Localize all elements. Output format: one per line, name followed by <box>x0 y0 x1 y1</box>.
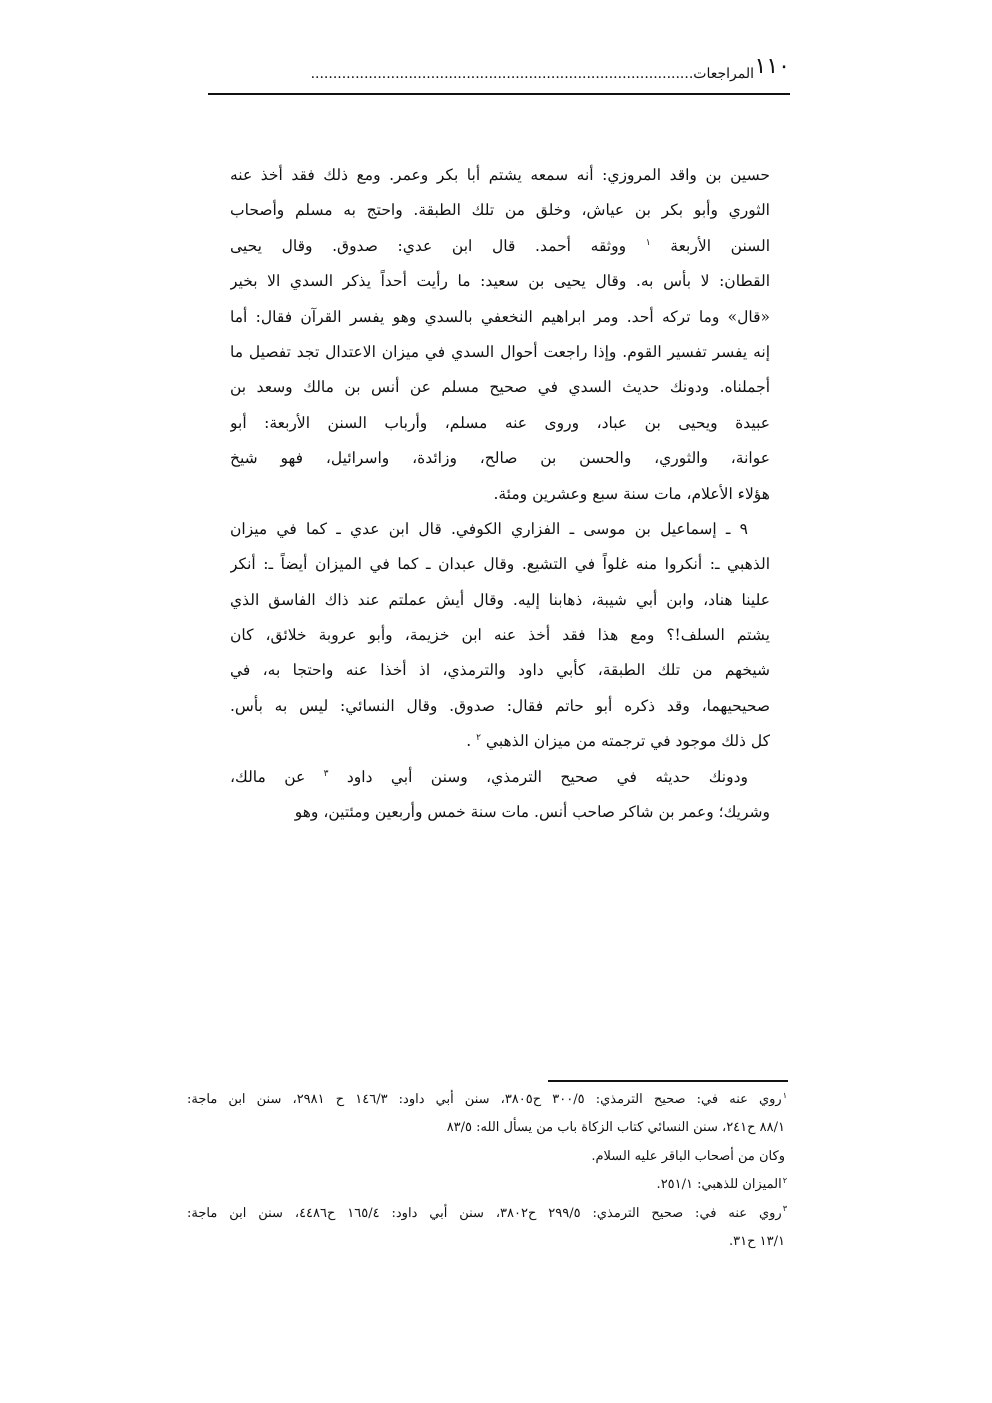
body-line-part: ووثقه أحمد. قال ابن عدي: صدوق. وقال يحيى <box>230 236 627 255</box>
body-line-part: كل ذلك موجود في ترجمته من ميزان الذهبي <box>485 732 770 751</box>
body-line <box>230 760 770 795</box>
body-line-part: عن مالك، <box>230 767 306 786</box>
body-line: وشريك؛ وعمر بن شاكر صاحب أنس. مات سنة خمس وأربعين ومئتين، وهو <box>294 803 770 822</box>
footnote-text: روي عنه في: صحيح الترمذي: ٢٩٩/٥ ح٣٨٠٢، سنن أبي داود: ١٦٥/٤ ح٤٤٨٦، سنن ابن ماجة: <box>187 1205 782 1221</box>
body-line: أجملناه. ودونك حديث السدي في صحيح مسلم عن أنس بن مالك وسعد بن <box>230 378 770 397</box>
footnote-2 <box>187 1171 787 1199</box>
body-line-part: . <box>466 732 472 751</box>
page-header <box>208 54 790 94</box>
body-line: عوانة، والثوري، والحسن بن صالح، وزائدة، واسرائيل، فهو شيخ <box>230 449 770 468</box>
body-line: هؤلاء الأعلام، مات سنة سبع وعشرين ومئة. <box>493 484 770 503</box>
body-line: الذهبي ـ: أنكروا منه غلواً في التشيع. وقال عبدان ـ كما في الميزان أيضاً ـ: أنكر <box>230 555 770 574</box>
body-line: شيخهم من تلك الطبقة، كأبي داود والترمذي، اذ أخذا عنه واحتجا به، في <box>230 661 770 680</box>
footnote-separator <box>548 1080 788 1082</box>
page-number: ١١٠ <box>754 54 790 79</box>
footnote-ref-2: ٢ <box>476 733 481 744</box>
body-line-part: السنن الأربعة <box>670 236 770 255</box>
footnote-number: ٣ <box>782 1204 787 1214</box>
body-text <box>230 158 770 830</box>
footnote-number: ٢ <box>782 1175 787 1185</box>
footnote-3-continued: ١٣/١ ح٣١. <box>729 1233 785 1249</box>
body-line: حسين بن واقد المروزي: أنه سمعه يشتم أبا بكر وعمر. ومع ذلك فقد أخذ عنه <box>230 166 770 184</box>
footnotes <box>187 1086 787 1256</box>
footnote-ref-3: ٣ <box>323 768 329 779</box>
footnote-1-continued: ٨٨/١ ح٢٤١، سنن النسائي كتاب الزكاة باب من يسأل الله: ٨٣/٥ <box>446 1120 785 1136</box>
footnote-number: ١ <box>782 1090 787 1100</box>
body-line: إنه يفسر تفسير القوم. وإذا راجعت أحوال السدي في ميزان الاعتدال تجد تفصيل ما <box>230 342 770 361</box>
footnote-3 <box>187 1200 787 1228</box>
body-line: صحيحيهما، وقد ذكره أبو حاتم فقال: صدوق. وقال النسائي: ليس به بأس. <box>230 696 770 715</box>
header-rule <box>208 93 790 95</box>
body-line: علينا هناد، وابن أبي شيبة، ذهابنا إليه. وقال أيش عملتم عند ذاك الفاسق الذي <box>230 590 770 609</box>
running-title-text: المراجعات <box>693 66 754 82</box>
footnote-ref-1: ١ <box>645 237 651 248</box>
footnote-1-continued: وكان من أصحاب الباقر عليه السلام. <box>591 1148 785 1164</box>
body-line: الثوري وأبو بكر بن عياش، وخلق من تلك الطبقة. واحتج به مسلم وأصحاب <box>230 201 770 220</box>
body-line: «قال» وما تركه أحد. ومر ابراهيم النخعفي بالسدي وهو يفسر القرآن فقال: أما <box>230 307 770 326</box>
body-line: ٩ ـ إسماعيل بن موسى ـ الفزاري الكوفي. قال ابن عدي ـ كما في ميزان <box>230 519 748 538</box>
body-line-part: ودونك حديثه في صحيح الترمذي، وسنن أبي داود <box>346 767 748 786</box>
body-line: يشتم السلف!؟ ومع هذا فقد أخذ عنه ابن خزيمة، وأبو عروبة خلائق، كان <box>230 626 770 645</box>
body-line: عبيدة ويحيى بن عباد، وروى عنه مسلم، وأرباب السنن الأربعة: أبو <box>230 413 770 432</box>
body-line: القطان: لا بأس به. وقال يحيى بن سعيد: ما رأيت أحداً يذكر السدي الا بخير <box>230 272 770 291</box>
body-line <box>230 229 770 264</box>
footnote-text: روي عنه في: صحيح الترمذي: ٣٠٠/٥ ح٣٨٠٥، سنن أبي داود: ١٤٦/٣ ح ٢٩٨١، سنن ابن ماجة: <box>187 1092 782 1107</box>
body-line <box>230 724 770 759</box>
footnote-1 <box>187 1086 787 1114</box>
footnote-text: الميزان للذهبي: ٢٥١/١. <box>656 1177 782 1193</box>
running-title: المراجعات...................................................................................... <box>310 66 754 82</box>
